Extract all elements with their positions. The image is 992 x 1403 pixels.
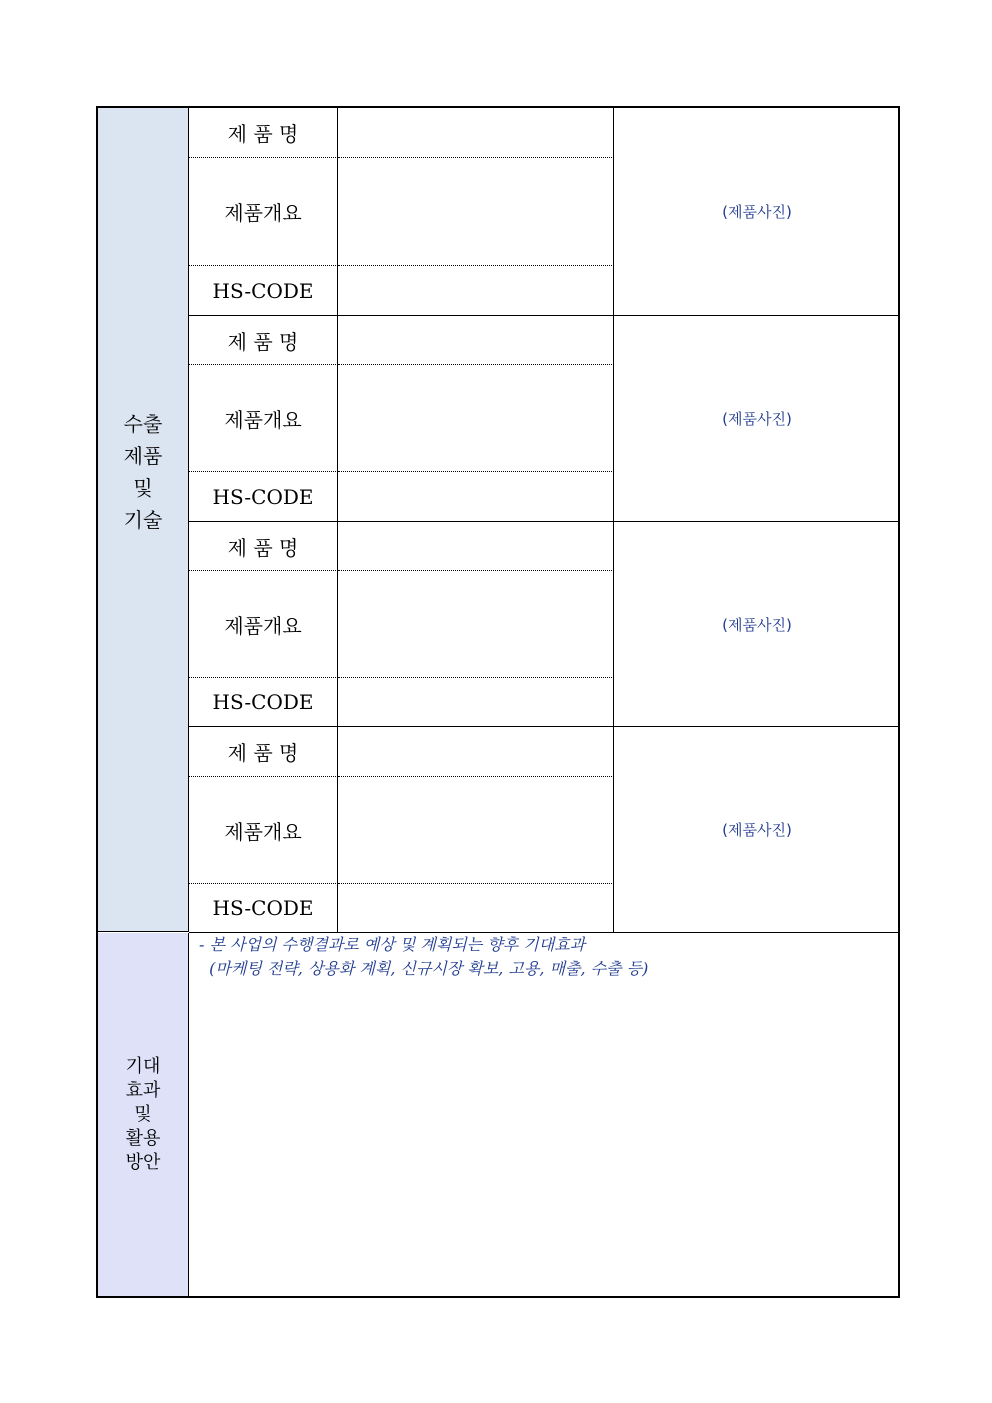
product-name-label: 제 품 명 (189, 522, 338, 571)
hs-code-field[interactable] (338, 472, 614, 522)
hs-code-label: HS-CODE (189, 884, 338, 933)
expected-effects-guide-line-2: (마케팅 전략, 상용화 계획, 신규시장 확보, 고용, 매출, 수출 등) (199, 959, 649, 978)
expected-effects-field[interactable] (189, 933, 900, 1296)
product-overview-field[interactable] (338, 777, 614, 884)
product-photo-area[interactable]: (제품사진) (614, 727, 900, 933)
product-overview-label: 제품개요 (189, 571, 338, 678)
product-overview-label: 제품개요 (189, 158, 338, 266)
hs-code-label: HS-CODE (189, 266, 338, 316)
product-overview-label: 제품개요 (189, 365, 338, 472)
product-name-field[interactable] (338, 727, 614, 777)
product-name-field[interactable] (338, 522, 614, 571)
expected-effects-header-line-2: 효과 (125, 1080, 161, 1101)
product-name-field[interactable] (338, 108, 614, 158)
product-photo-area[interactable]: (제품사진) (614, 522, 900, 727)
product-name-label: 제 품 명 (189, 108, 338, 158)
product-name-label: 제 품 명 (189, 727, 338, 777)
export-products-header-line-3: 및 (133, 476, 153, 500)
export-products-header-line-2: 제품 (123, 444, 163, 468)
hs-code-label: HS-CODE (189, 472, 338, 522)
hs-code-field[interactable] (338, 266, 614, 316)
product-overview-field[interactable] (338, 158, 614, 266)
expected-effects-header-line-5: 방안 (125, 1152, 161, 1173)
hs-code-label: HS-CODE (189, 678, 338, 727)
product-name-field[interactable] (338, 316, 614, 365)
product-form-table (96, 106, 900, 1298)
product-overview-field[interactable] (338, 365, 614, 472)
expected-effects-header (98, 933, 189, 1296)
expected-effects-guide-line-1: - 본 사업의 수행결과로 예상 및 계획되는 향후 기대효과 (199, 935, 586, 954)
product-overview-label: 제품개요 (189, 777, 338, 884)
export-products-header-line-4: 기술 (123, 508, 163, 532)
hs-code-field[interactable] (338, 678, 614, 727)
export-products-header-line-1: 수출 (123, 412, 163, 436)
product-name-label: 제 품 명 (189, 316, 338, 365)
expected-effects-header-line-3: 및 (134, 1104, 152, 1125)
product-overview-field[interactable] (338, 571, 614, 678)
expected-effects-header-line-1: 기대 (125, 1056, 161, 1077)
product-photo-area[interactable]: (제품사진) (614, 316, 900, 522)
product-photo-area[interactable]: (제품사진) (614, 108, 900, 316)
expected-effects-header-line-4: 활용 (125, 1128, 161, 1149)
export-products-header (98, 108, 189, 932)
hs-code-field[interactable] (338, 884, 614, 933)
